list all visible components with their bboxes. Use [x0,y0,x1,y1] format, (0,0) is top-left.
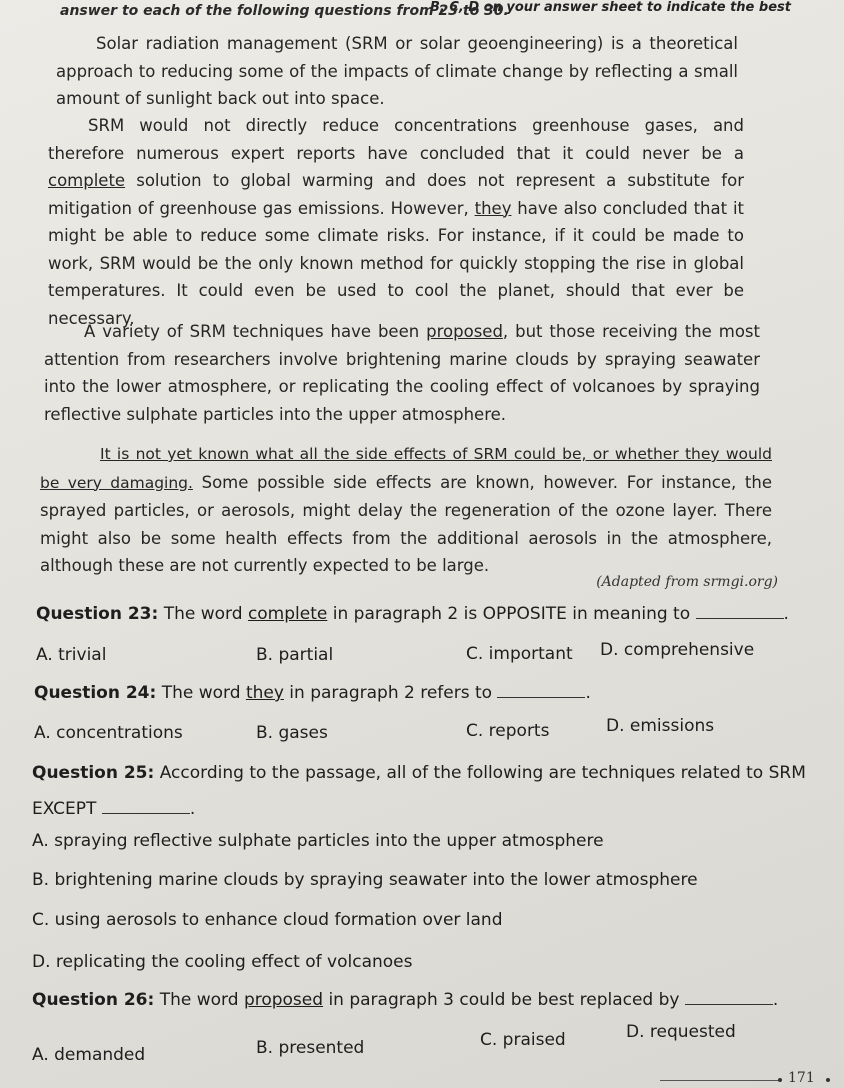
q26-option-b[interactable]: B. presented [256,1038,365,1058]
underlined-word-proposed: proposed [426,322,503,341]
q23-option-d[interactable]: D. comprehensive [600,640,755,660]
underlined-word-they: they [474,198,512,218]
question-25: Question 25: According to the passage, all of the following are techniques related to SRM EXCEPT . [32,763,806,819]
question-23: Question 23: The word complete in paragraph 2 is OPPOSITE in meaning to . [36,604,789,624]
q25-option-c[interactable]: C. using aerosols to enhance cloud formation over land [32,910,503,930]
q24-option-d[interactable]: D. emissions [606,716,715,736]
answer-blank [696,604,784,619]
q26-option-d[interactable]: D. requested [626,1022,736,1042]
paragraph-2: SRM would not directly reduce concentrations greenhouse gases, and therefore numerous expert reports have concluded that it could never be a complete solution to global warming and does not represent a substitute for mitigation of greenhouse gas emissions. However, they have also concluded that it might be able to reduce some climate risks. For instance, if it could be made to work, SRM would be the only known method for quickly stopping the rise in global temperatures. It could even be used to cool the planet, should that ever be necessary. [48,116,744,328]
q23-option-b[interactable]: B. partial [256,645,334,665]
q25-option-b[interactable]: B. brightening marine clouds by spraying seawater into the lower atmosphere [32,870,698,890]
source-citation: (Adapted from srmgi.org) [596,574,778,590]
q23-option-c[interactable]: C. important [466,644,573,664]
question-24: Question 24: The word they in paragraph 2 refers to . [34,683,591,703]
footer-dot [826,1078,830,1082]
q24-option-b[interactable]: B. gases [256,723,328,743]
underlined-word-complete: complete [48,171,126,190]
q26-option-a[interactable]: A. demanded [32,1045,146,1065]
answer-blank [497,683,585,698]
q24-option-c[interactable]: C. reports [466,721,550,741]
paragraph-1: Solar radiation management (SRM or solar geoengineering) is a theoretical approach to reducing some of the impacts of climate change by reflecting a small amount of sunlight back out into space. [56,34,738,108]
q23-option-a[interactable]: A. trivial [36,645,107,665]
paragraph-4: It is not yet known what all the side effects of SRM could be, or whether they would be very damaging. Some possible side effects are known, however. For instance, the sprayed particles, or aerosols, might delay the regeneration of the ozone layer. There might also be some health effects from the additional aerosols in the atmosphere, although these are not currently expected to be large. [40,445,772,575]
instruction-tail: B, C, D on your answer sheet to indicate the best [430,0,791,15]
question-26: Question 26: The word proposed in paragraph 3 could be best replaced by . [32,990,779,1010]
q25-option-d[interactable]: D. replicating the cooling effect of volcanoes [32,952,413,972]
answer-blank [102,799,190,814]
underlined-sentence: It is not yet known what all the side effects of SRM could be, or whether they would be very damaging. [40,445,772,492]
footer-dot [778,1078,782,1082]
answer-blank [685,990,773,1005]
q25-option-a[interactable]: A. spraying reflective sulphate particles into the upper atmosphere [32,831,604,851]
page-number: 171 [788,1070,815,1086]
footer-rule [660,1080,780,1081]
q26-option-c[interactable]: C. praised [480,1030,566,1050]
q24-option-a[interactable]: A. concentrations [34,723,183,743]
paragraph-3: A variety of SRM techniques have been proposed, but those receiving the most attention from researchers involve brightening marine clouds by spraying seawater into the lower atmosphere, or replicating the cooling effect of volcanoes by spraying reflective sulphate particles into the upper atmosphere. [44,322,760,424]
instruction-heading: answer to each of the following questions from 23 to 30. [60,3,509,19]
